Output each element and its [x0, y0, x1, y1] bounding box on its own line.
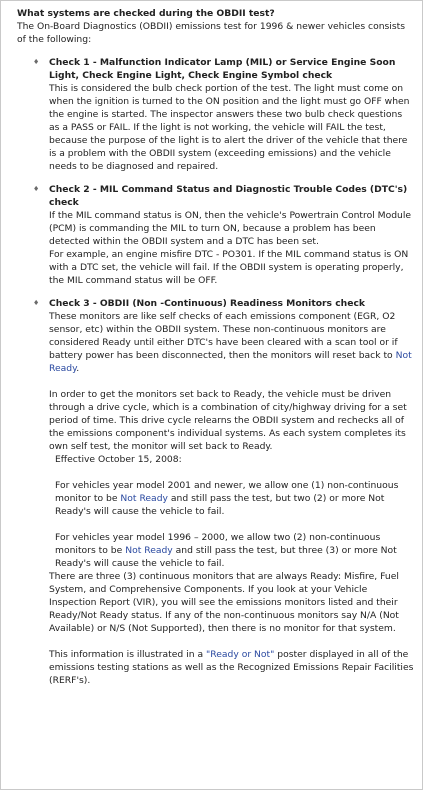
check-1-body: This is considered the bulb check portion of the test. The light must come on when the ignition is turned to the ON position and the light must go OFF when the engine is started. The inspector answers these two bulb check questions as a PASS or FAIL. If the light is not working, the vehicle will FAIL the test, because the purpose of the light is to alert the driver of the vehicle that there is a problem with the OBDII system (exceeding emissions) and the vehicle needs to be diagnosed and repaired.	[49, 83, 410, 172]
ready-or-not-link[interactable]: "Ready or Not"	[206, 649, 275, 660]
diamond-bullet-icon: ♦	[33, 58, 40, 66]
diamond-bullet-icon: ♦	[33, 185, 40, 193]
rule-2001-newer: For vehicles year model 2001 and newer, we allow one (1) non-continuous monitor to be Not Ready and still pass the test, but two (2) or more Not Ready's will cause the vehicle to fail.	[55, 480, 399, 517]
check-3-item	[33, 297, 414, 687]
check-2-item	[33, 183, 414, 287]
check-1-title: Check 1 - Malfunction Indicator Lamp (MIL) or Service Engine Soon Light, Check Engine Light, Check Engine Symbol check	[49, 57, 396, 81]
effective-date: Effective October 15, 2008:	[55, 454, 182, 465]
check-2-body: If the MIL command status is ON, then the vehicle's Powertrain Control Module (PCM) is commanding the MIL to turn ON, because a problem has been detected within the OBDII system and a DTC has been set.	[49, 210, 412, 247]
rule-1996-2000: For vehicles year model 1996 – 2000, we allow two (2) non-continuous monitors to be Not Ready and still pass the test, but three (3) or more Not Ready's will cause the vehicle to fail.	[55, 532, 397, 569]
check-3-monitors-para: These monitors are like self checks of each emissions component (EGR, O2 sensor, etc) within the OBDII system. These non-continuous monitors are considered Ready until either DTC's have been cleared with a scan tool or if battery power has been disconnected, then the monitors will reset back to Not Ready.	[49, 311, 412, 374]
continuous-monitors-para: There are three (3) continuous monitors that are always Ready: Misfire, Fuel System, and Comprehensive Components. If you look at your Vehicle Inspection Report (VIR), you will see the emissions monitors listed and their Ready/Not Ready status. If any of the non-continuous monitors say N/A (Not Available) or N/S (Not Supported), then there is no monitor for that system.	[49, 571, 399, 634]
not-ready-link[interactable]: Not Ready	[125, 545, 173, 556]
check-1-item	[33, 56, 414, 173]
check-2-example: For example, an engine misfire DTC - PO301. If the MIL command status is ON with a DTC set, the vehicle will fail. If the OBDII system is operating properly, the MIL command status will be OFF.	[49, 249, 409, 286]
faq-intro: The On-Board Diagnostics (OBDII) emissions test for 1996 & newer vehicles consists of the following:	[17, 21, 406, 45]
diamond-bullet-icon: ♦	[33, 299, 40, 307]
check-3-drive-cycle-para: In order to get the monitors set back to Ready, the vehicle must be driven through a drive cycle, which is a combination of city/highway driving for a set period of time. This drive cycle relearns the OBDII system and rechecks all of the emissions component's individual systems. As each system completes its own self test, the monitor will set back to Ready.	[49, 389, 407, 452]
check-2-title: Check 2 - MIL Command Status and Diagnostic Trouble Codes (DTC's) check	[49, 184, 408, 208]
not-ready-link[interactable]: Not Ready	[120, 493, 168, 504]
effective-date-block	[49, 453, 414, 570]
not-ready-link[interactable]: Not Ready	[49, 350, 412, 374]
poster-para: This information is illustrated in a "Ready or Not" poster displayed in all of the emissions testing stations as well as the Recognized Emissions Repair Facilities (RERF's).	[49, 649, 414, 686]
check-3-title: Check 3 - OBDII (Non -Continuous) Readiness Monitors check	[49, 298, 365, 309]
faq-heading: What systems are checked during the OBDII test?	[17, 8, 275, 19]
checks-list	[17, 56, 414, 687]
